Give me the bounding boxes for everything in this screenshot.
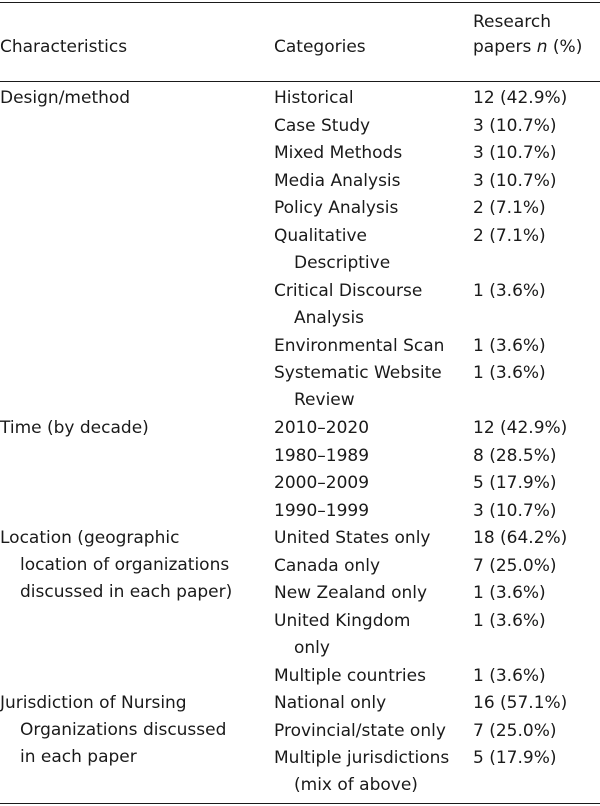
category-line: (mix of above) — [294, 775, 418, 795]
category-line: Canada only — [274, 555, 381, 576]
characteristic-cell — [0, 690, 226, 771]
value-cell: 3 (10.7%) — [473, 143, 557, 163]
category-cell — [274, 278, 422, 332]
category-line: Analysis — [294, 307, 365, 328]
value-cell: 3 (10.7%) — [473, 500, 557, 521]
value-cell: 1 (3.6%) — [473, 665, 546, 686]
category-line: Provincial/state only — [274, 720, 446, 741]
category-cell — [274, 168, 401, 195]
category-line: 1980–1989 — [274, 445, 370, 466]
category-cell — [274, 718, 446, 745]
category-cell — [274, 113, 370, 140]
category-cell — [274, 690, 386, 717]
category-line: Environmental Scan — [274, 335, 445, 356]
value-cell: 1 (3.6%) — [473, 280, 546, 301]
header-research-line1: Research — [473, 12, 551, 32]
category-cell — [274, 415, 369, 442]
category-cell — [274, 443, 369, 470]
header-n-symbol: n — [536, 37, 548, 57]
category-cell — [274, 470, 369, 497]
characteristic-line: discussed in each paper) — [20, 582, 233, 602]
characteristic-cell — [0, 85, 130, 112]
category-line: Policy Analysis — [274, 198, 399, 218]
characteristic-line: Design/method — [0, 88, 131, 108]
category-cell — [274, 360, 442, 414]
characteristic-line: location of organizations — [20, 555, 230, 575]
header-categories: Categories — [274, 37, 366, 57]
category-line: Critical Discourse — [274, 280, 423, 301]
header-papers-text: papers — [473, 37, 537, 57]
category-line: 2010–2020 — [274, 418, 370, 438]
value-cell: 12 (42.9%) — [473, 88, 568, 108]
characteristic-line: Jurisdiction of Nursing — [0, 693, 187, 713]
category-cell — [274, 745, 449, 799]
value-cell: 3 (10.7%) — [473, 115, 557, 136]
value-cell: 5 (17.9%) — [473, 473, 557, 493]
header-rule — [0, 81, 600, 82]
characteristic-line: Location (geographic — [0, 528, 180, 548]
category-line: Multiple jurisdictions — [274, 748, 450, 768]
header-research-line2 — [473, 35, 582, 60]
category-line: 2000–2009 — [274, 473, 370, 493]
bottom-rule — [0, 803, 600, 804]
category-cell — [274, 608, 410, 662]
category-line: National only — [274, 693, 387, 713]
category-cell — [274, 85, 354, 112]
value-cell: 12 (42.9%) — [473, 418, 568, 438]
characteristic-line: Time (by decade) — [0, 418, 149, 438]
category-line: United Kingdom — [274, 610, 411, 631]
category-line: Systematic Website — [274, 363, 442, 383]
category-line: Historical — [274, 88, 354, 108]
category-line: Media Analysis — [274, 170, 401, 191]
category-line: Multiple countries — [274, 665, 426, 686]
category-line: New Zealand only — [274, 583, 428, 603]
category-line: Case Study — [274, 115, 371, 136]
category-cell — [274, 553, 380, 580]
value-cell: 5 (17.9%) — [473, 748, 557, 768]
value-cell: 1 (3.6%) — [473, 583, 546, 603]
category-line: 1990–1999 — [274, 500, 370, 521]
value-cell: 8 (28.5%) — [473, 445, 557, 466]
top-rule — [0, 2, 600, 3]
category-cell — [274, 140, 402, 167]
category-line: Review — [294, 390, 355, 410]
category-cell — [274, 498, 369, 525]
category-cell — [274, 580, 427, 607]
value-cell: 18 (64.2%) — [473, 528, 568, 548]
category-cell — [274, 663, 426, 690]
value-cell: 1 (3.6%) — [473, 363, 546, 383]
category-line: only — [294, 637, 330, 658]
value-cell: 1 (3.6%) — [473, 335, 546, 356]
characteristic-line: Organizations discussed — [20, 720, 227, 740]
value-cell: 2 (7.1%) — [473, 225, 546, 246]
category-cell — [274, 525, 430, 552]
characteristic-cell — [0, 415, 149, 442]
header-research-papers — [473, 10, 582, 60]
value-cell: 2 (7.1%) — [473, 198, 546, 218]
value-cell: 7 (25.0%) — [473, 720, 557, 741]
category-line: Qualitative — [274, 225, 368, 246]
characteristic-cell — [0, 525, 232, 606]
category-cell — [274, 333, 444, 360]
category-cell — [274, 223, 390, 277]
value-cell: 3 (10.7%) — [473, 170, 557, 191]
value-cell: 16 (57.1%) — [473, 693, 568, 713]
value-cell: 1 (3.6%) — [473, 610, 546, 631]
category-line: Descriptive — [294, 252, 391, 273]
characteristic-line: in each paper — [20, 747, 137, 767]
header-characteristics: Characteristics — [0, 37, 128, 57]
category-line: United States only — [274, 528, 431, 548]
value-cell: 7 (25.0%) — [473, 555, 557, 576]
category-cell — [274, 195, 398, 222]
category-line: Mixed Methods — [274, 143, 403, 163]
header-percent-text: (%) — [547, 37, 583, 57]
